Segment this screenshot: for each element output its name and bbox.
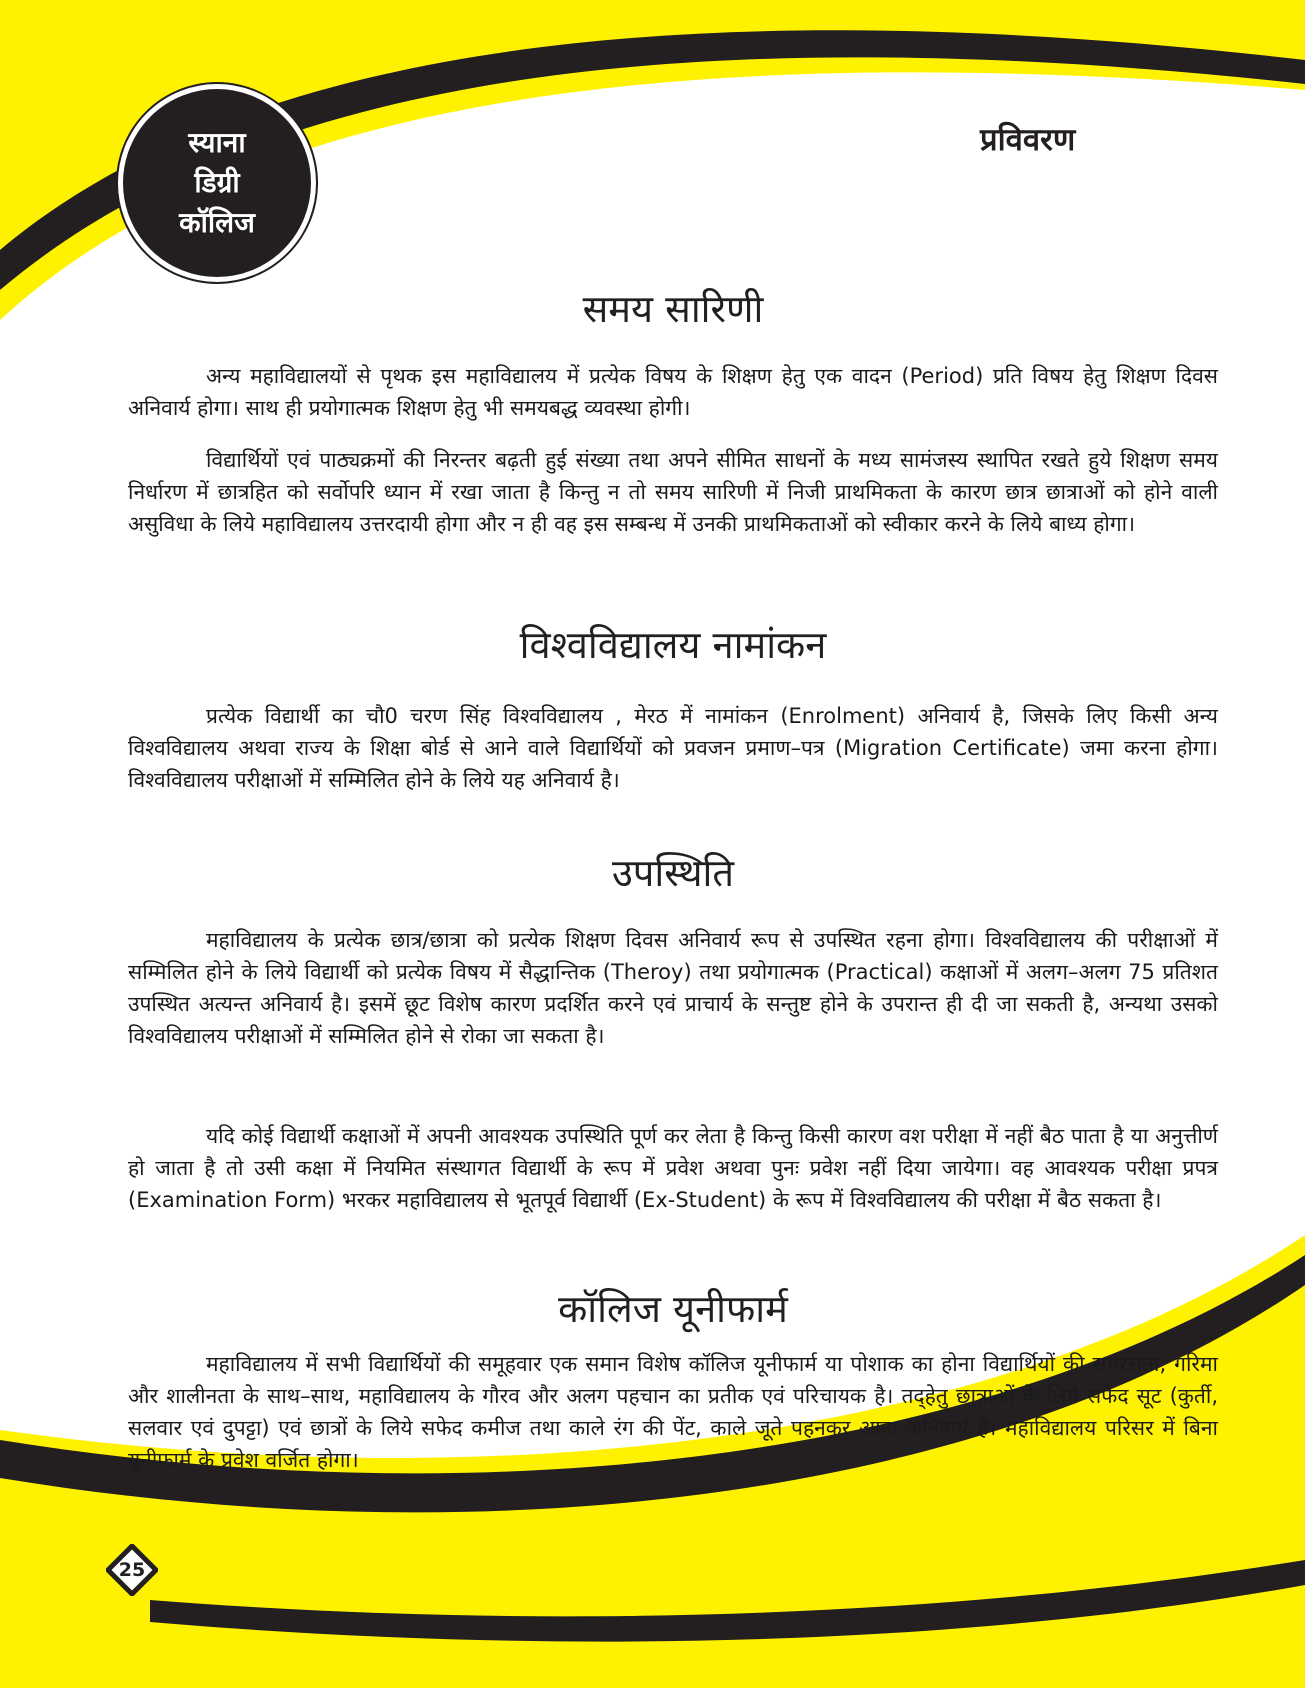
college-logo-badge <box>118 84 316 282</box>
logo-line-2: डिग्री <box>194 166 240 199</box>
paragraph-timetable-2: विद्यार्थियों एवं पाठ्यक्रमों की निरन्तर बढ़ती हुई संख्या तथा अपने सीमित साधनों के मध्य सामंजस्य स्थापित रखते हुये शिक्षण समय निर्धारण में छात्रहित को सर्वोपरि ध्यान में रखा जाता है किन्तु न तो समय सारिणी में निजी प्राथमिकता के कारण छात्र छात्राओं को होने वाली असुविधा के लिये महाविद्यालय उत्तरदायी होगा और न ही वह इस सम्बन्ध में उनकी प्राथमिकताओं को स्वीकार करने के लिये बाध्य होगा। <box>128 448 1218 536</box>
paragraph-timetable-1: अन्य महाविद्यालयों से पृथक इस महाविद्यालय में प्रत्येक विषय के शिक्षण हेतु एक वादन (Period) प्रति विषय हेतु शिक्षण दिवस अनिवार्य होगा। साथ ही प्रयोगात्मक शिक्षण हेतु भी समयबद्ध व्यवस्था होगी। <box>128 364 1218 420</box>
heading-attendance: उपस्थिति <box>611 851 735 895</box>
logo-line-3: कॉलिज <box>179 206 255 239</box>
logo-line-1: स्याना <box>188 126 246 159</box>
page-number: 25 <box>118 1559 146 1581</box>
paragraph-attendance-1: महाविद्यालय के प्रत्येक छात्र/छात्रा को प्रत्येक शिक्षण दिवस अनिवार्य रूप से उपस्थित रहना होगा। विश्वविद्यालय की परीक्षाओं में सम्मिलित होने के लिये विद्यार्थी को प्रत्येक विषय में सैद्धान्तिक (Theroy) तथा प्रयोगात्मक (Practical) कक्षाओं में अलग–अलग 75 प्रतिशत उपस्थित अत्यन्त अनिवार्य है। इसमें छूट विशेष कारण प्रदर्शित करने एवं प्राचार्य के सन्तुष्ट होने के उपरान्त ही दी जा सकती है, अन्यथा उसको विश्वविद्यालय परीक्षाओं में सम्मिलित होने से रोका जा सकता है। <box>128 928 1218 1048</box>
paragraph-uniform-1: महाविद्यालय में सभी विद्यार्थियों की समूहवार एक समान विशेष कॉलिज यूनीफार्म या पोशाक का होना विद्यार्थियों की समरसता, गरिमा और शालीनता के साथ–साथ, महाविद्यालय के गौरव और अलग पहचान का प्रतीक एवं परिचायक है। तद्हेतु छात्राओं के लिये सफेद सूट (कुर्ती, सलवार एवं दुपट्टा) एवं छात्रों के लिये सफेद कमीज तथा काले रंग की पेंट, काले जूते पहनकर आना अनिवार्य है। महाविद्यालय परिसर में बिना यूनीफार्म के प्रवेश वर्जित होगा। <box>128 1352 1218 1472</box>
paragraph-enrolment-1: प्रत्येक विद्यार्थी का चौ0 चरण सिंह विश्वविद्यालय , मेरठ में नामांकन (Enrolment) अनिवार्य है, जिसके लिए किसी अन्य विश्वविद्यालय अथवा राज्य के शिक्षा बोर्ड से आने वाले विद्यार्थियों को प्रवजन प्रमाण–पत्र (Migration Certificate) जमा करना होगा। विश्वविद्यालय परीक्षाओं में सम्मिलित होने के लिये यह अनिवार्य है। <box>128 704 1218 792</box>
heading-timetable: समय सारिणी <box>582 287 764 331</box>
section-label: प्रविवरण <box>980 122 1076 158</box>
heading-university-enrolment: विश्वविद्यालय नामांकन <box>519 623 827 667</box>
heading-college-uniform: कॉलिज यूनीफार्म <box>558 1287 788 1331</box>
paragraph-attendance-2: यदि कोई विद्यार्थी कक्षाओं में अपनी आवश्यक उपस्थिति पूर्ण कर लेता है किन्तु किसी कारण वश परीक्षा में नहीं बैठ पाता है या अनुत्तीर्ण हो जाता है तो उसी कक्षा में नियमित संस्थागत विद्यार्थी के रूप में प्रवेश अथवा पुनः प्रवेश नहीं दिया जायेगा। वह आवश्यक परीक्षा प्रपत्र (Examination Form) भरकर महाविद्यालय से भूतपूर्व विद्यार्थी (Ex-Student) के रूप में विश्वविद्यालय की परीक्षा में बैठ सकता है। <box>128 1124 1218 1212</box>
page-number-badge <box>106 1544 158 1596</box>
